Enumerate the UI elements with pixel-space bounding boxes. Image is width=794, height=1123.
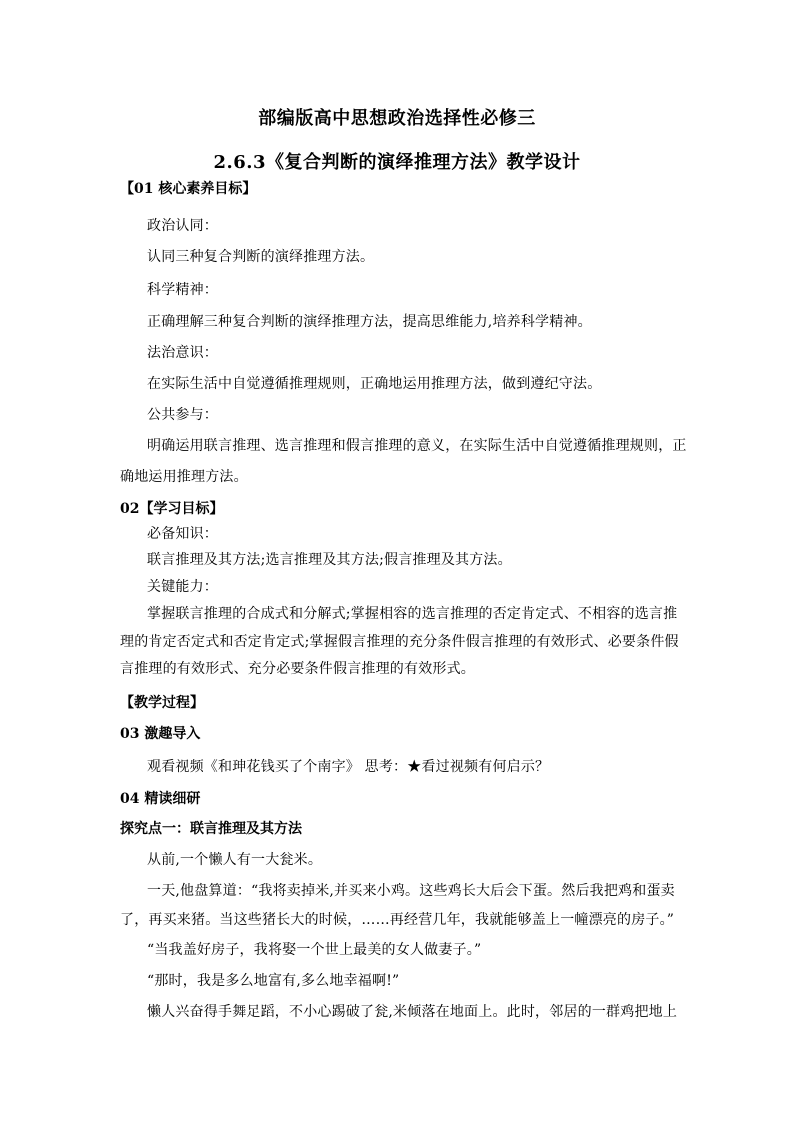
process-heading: 【教学过程】	[120, 695, 204, 711]
learning-text-ability-line2: 理的肯定否定式和否定肯定式;掌握假言推理的充分条件假言推理的有效形式、必要条件假	[120, 634, 679, 650]
learning-text-ability-line3: 言推理的有效形式、充分必要条件假言推理的有效形式。	[120, 661, 475, 677]
goal-label-science: 科学精神：	[147, 282, 218, 298]
learning-text-ability-line1: 掌握联言推理的合成式和分解式;掌握相容的选言推理的否定肯定式、不相容的选言推	[147, 606, 678, 622]
goal-label-political: 政治认同：	[147, 218, 218, 234]
learning-label-knowledge: 必备知识：	[147, 526, 218, 542]
explore-point-1-heading: 探究点一：联言推理及其方法	[120, 821, 302, 837]
section-04-heading: 04 精读细研	[120, 791, 201, 807]
doc-title-line2: 2.6.3《复合判断的演绎推理方法》教学设计	[213, 152, 581, 173]
section-03-heading: 03 激趣导入	[120, 726, 201, 742]
learning-text-knowledge: 联言推理及其方法;选言推理及其方法;假言推理及其方法。	[147, 552, 512, 568]
goal-label-law: 法治意识：	[147, 345, 218, 361]
learning-label-ability: 关键能力：	[147, 579, 218, 595]
doc-title-line1: 部编版高中思想政治选择性必修三	[258, 108, 536, 129]
story-paragraph-5: 懒人兴奋得手舞足蹈，不小心踢破了瓮,米倾落在地面上。此时，邻居的一群鸡把地上	[147, 1004, 678, 1020]
section-01-heading: 【01 核心素养目标】	[120, 181, 257, 197]
story-paragraph-2-line2: 了，再买来猪。当这些猪长大的时候，……再经营几年，我就能够盖上一幢漂亮的房子。”	[120, 912, 675, 928]
goal-label-public: 公共参与：	[147, 407, 218, 423]
story-paragraph-1: 从前,一个懒人有一大瓮米。	[147, 852, 323, 868]
story-paragraph-2-line1: 一天,他盘算道：“我将卖掉米,并买来小鸡。这些鸡长大后会下蛋。然后我把鸡和蛋卖	[147, 883, 675, 899]
section-02-heading: 02【学习目标】	[120, 501, 224, 517]
section-03-text: 观看视频《和珅花钱买了个南字》 思考：★看过视频有何启示？	[147, 759, 550, 775]
goal-text-political: 认同三种复合判断的演绎推理方法。	[147, 249, 375, 265]
goal-text-law: 在实际生活中自觉遵循推理规则，正确地运用推理方法，做到遵纪守法。	[147, 376, 602, 392]
goal-text-science: 正确理解三种复合判断的演绎推理方法，提高思维能力,培养科学精神。	[147, 314, 592, 330]
goal-text-public-line1: 明确运用联言推理、选言推理和假言推理的意义，在实际生活中自觉遵循推理规则，正	[147, 438, 687, 454]
story-paragraph-3: “当我盖好房子，我将娶一个世上最美的女人做妻子。”	[147, 942, 482, 958]
goal-text-public-line2: 确地运用推理方法。	[120, 469, 248, 485]
story-paragraph-4: “那时，我是多么地富有,多么地幸福啊!”	[147, 973, 400, 989]
